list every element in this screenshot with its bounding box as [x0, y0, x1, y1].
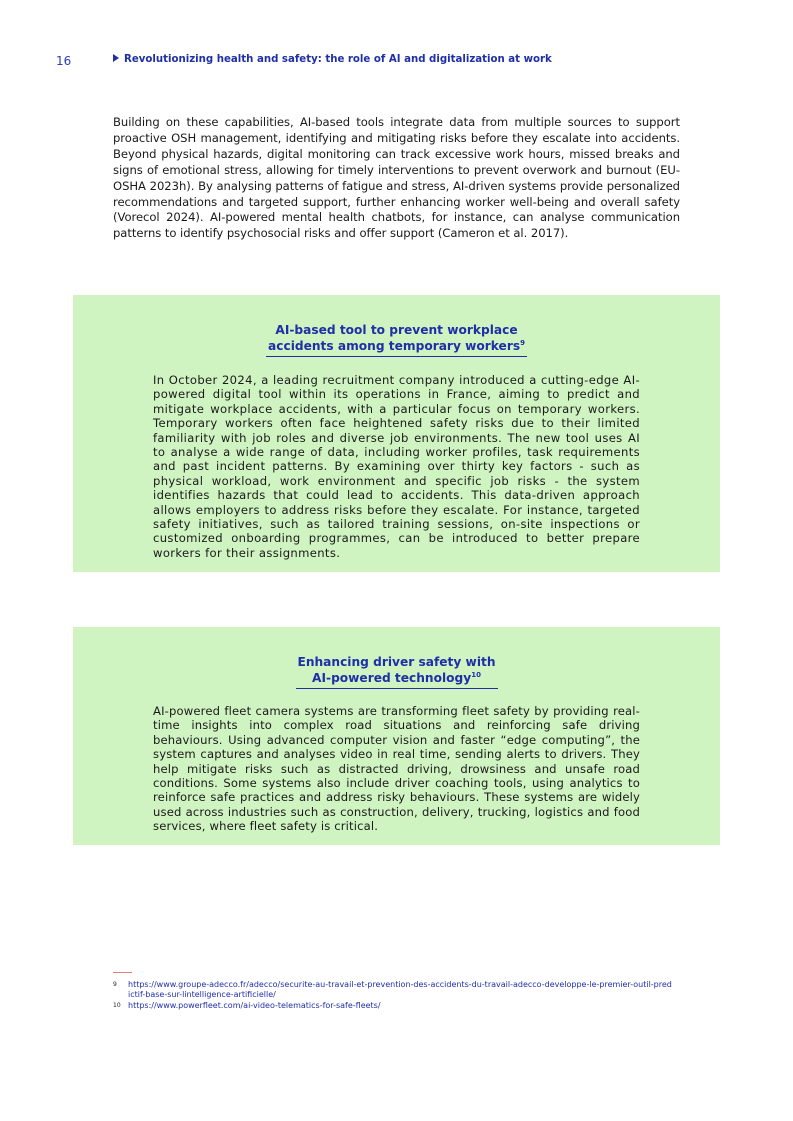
- case-box-temporary-workers: [73, 295, 720, 572]
- case-box-title: [73, 295, 720, 357]
- case-box-title-line1: AI-based tool to prevent workplace: [275, 323, 518, 337]
- intro-paragraph: Building on these capabilities, AI-based tools integrate data from multiple sources to support proactive OSH management, identifying and mitigating risks before they escalate into accidents. Beyond physical hazards, digital monitoring can track excessive work hours, missed breaks and signs of emotional stress, allowing for timely interventions to prevent overwork and burnout (EU-OSHA 2023h). By analysing patterns of fatigue and stress, AI-driven systems provide personalized recommendations and targeted support, further enhancing worker well-being and overall safety (Vorecol 2024). AI-powered mental health chatbots, for instance, can analyse communication patterns to identify psychosocial risks and offer support (Cameron et al. 2017).: [113, 115, 680, 241]
- case-box-title-line1: Enhancing driver safety with: [297, 655, 496, 669]
- case-box-driver-safety: [73, 627, 720, 845]
- running-header-title: Revolutionizing health and safety: the role of AI and digitalization at work: [124, 54, 552, 65]
- footnotes: [113, 980, 673, 1012]
- footnote-ref-link[interactable]: 10: [471, 671, 481, 679]
- page-number: 16: [56, 54, 72, 68]
- footnote-item: [113, 1001, 673, 1011]
- footnote-rule: [113, 972, 132, 973]
- running-header: [113, 54, 552, 65]
- footnote-url-link[interactable]: https://www.groupe-adecco.fr/adecco/securite-au-travail-et-prevention-des-accidents-du-travail-adecco-developpe-le-premier-outil-predictif-base-sur-lintelligence-artificielle/: [128, 980, 672, 999]
- triangle-right-icon: [113, 54, 119, 62]
- footnote-number: 9: [113, 981, 117, 988]
- case-box-title-inner: [296, 654, 498, 689]
- footnote-url-link[interactable]: https://www.powerfleet.com/ai-video-telematics-for-safe-fleets/: [128, 1001, 381, 1010]
- case-box-body: AI-powered fleet camera systems are transforming fleet safety by providing real-time insights into complex road situations and reinforcing safe driving behaviours. Using advanced computer vision and faster “edge computing”, the system captures and analyses video in real time, sending alerts to drivers. They help mitigate risks such as distracted driving, drowsiness and unsafe road conditions. Some systems also include driver coaching tools, using analytics to reinforce safe practices and address risky behaviours. These systems are widely used across industries such as construction, delivery, trucking, logistics and food services, where fleet safety is critical.: [153, 704, 640, 834]
- footnote-item: [113, 980, 673, 1000]
- case-box-title-line2: AI-powered technology: [312, 671, 472, 685]
- case-box-title-line2: accidents among temporary workers: [268, 339, 521, 353]
- footnote-ref-link[interactable]: 9: [520, 339, 525, 347]
- case-box-title-inner: [266, 322, 527, 357]
- case-box-body: In October 2024, a leading recruitment company introduced a cutting-edge AI-powered digital tool within its operations in France, aiming to predict and mitigate workplace accidents, with a particular focus on temporary workers. Temporary workers often face heightened safety risks due to their limited familiarity with job roles and diverse job environments. The new tool uses AI to analyse a wide range of data, including worker profiles, task requirements and past incident patterns. By examining over thirty key factors - such as physical workload, work environment and specific job risks - the system identifies hazards that could lead to accidents. This data-driven approach allows employers to address risks before they escalate. For instance, targeted safety initiatives, such as tailored training sessions, on-site inspections or customized onboarding programmes, can be introduced to better prepare workers for their assignments.: [153, 373, 640, 560]
- case-box-title: [73, 627, 720, 689]
- footnote-number: 10: [113, 1002, 121, 1009]
